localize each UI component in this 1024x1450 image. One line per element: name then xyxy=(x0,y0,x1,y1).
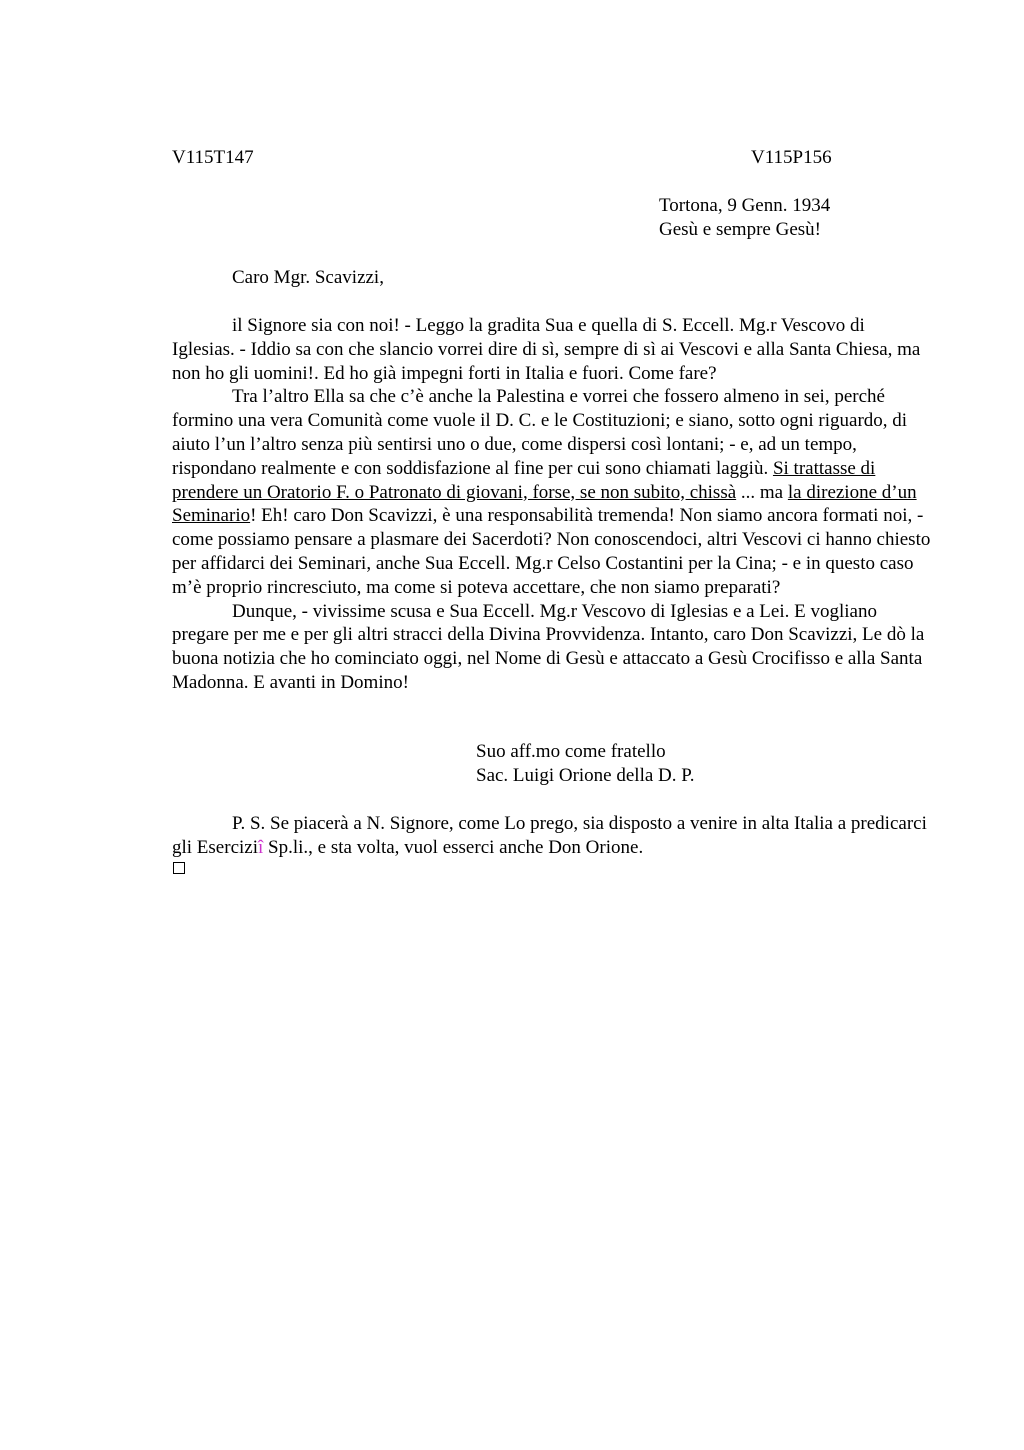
postscript-part-2: Sp.li., e sta volta, vuol esserci anche Don Orione. xyxy=(263,836,644,858)
postscript xyxy=(172,812,932,860)
underlined-seminario-phrase: la direzione d’un Seminario xyxy=(172,481,917,527)
postscript-part-1: P. S. Se piacerà a N. Signore, come Lo prego, sia disposto a venire in alta Italia a predicarci gli Esercizi xyxy=(172,813,927,858)
paragraph-2-part-3: ! Eh! caro Don Scavizzi, è una responsabilità tremenda! Non siamo ancora formati noi, - come possiamo pensare a plasmare dei Sacerdoti? Non conoscendoci, altri Vescovi ci hanno chiesto per affidarci dei Seminari, anche Sua Eccell. Mg.r Celso Costantini per la Cina; - e in questo caso m’è proprio rincresciuto, ma come si poteva accettare, che non siamo preparati? xyxy=(172,505,931,598)
signer-name: Sac. Luigi Orione della D. P. xyxy=(476,765,695,786)
postscript-text xyxy=(172,812,932,860)
letter-body xyxy=(172,314,932,695)
paragraph-2 xyxy=(172,385,932,599)
paragraph-1: il Signore sia con noi! - Leggo la gradita Sua e quella di S. Eccell. Mg.r Vescovo di Iglesias. - Iddio sa con che slancio vorrei dire di sì, sempre di sì ai Vescovi e alla Santa Chiesa, ma non ho gli uomini!. Ed ho già impegni forti in Italia e fuori. Come fare? xyxy=(172,315,921,384)
document-code-right: V115P156 xyxy=(751,147,832,168)
accented-character: î xyxy=(258,836,264,858)
place-date: Tortona, 9 Genn. 1934 xyxy=(659,195,831,216)
motto: Gesù e sempre Gesù! xyxy=(659,219,821,240)
underlined-oratorio-phrase: Si trattasse di prendere un Oratorio F. o Patronato di giovani, forse, se non subito, chissà xyxy=(172,457,876,503)
paragraph-2-part-2: ... ma xyxy=(736,481,788,503)
dateline xyxy=(659,194,830,242)
paragraph-2-part-1: Tra l’altro Ella sa che c’è anche la Palestina e vorrei che fossero almeno in sei, perché formino una vera Comunità come vuole il D. C. e le Costituzioni; e siano, sotto ogni riguardo, di aiuto l’un l’altro senza più sentirsi uno o due, come dispersi così lontani; - e, ad un tempo, rispondano realmente e con soddisfazione al fine per cui sono chiamati laggiù. xyxy=(172,386,908,479)
salutation: Caro Mgr. Scavizzi, xyxy=(232,267,384,288)
document-code-left: V115T147 xyxy=(172,147,254,168)
paragraph-3: Dunque, - vivissime scusa e Sua Eccell. Mg.r Vescovo di Iglesias e a Lei. E vogliano pregare per me e per gli altri stracci della Divina Provvidenza. Intanto, caro Don Scavizzi, Le dò la buona notizia che ho cominciato oggi, nel Nome di Gesù e attaccato a Gesù Crocifisso e alla Santa Madonna. E avanti in Domino! xyxy=(172,600,925,693)
closing: Suo aff.mo come fratello xyxy=(476,741,666,762)
signature-block xyxy=(476,740,694,788)
empty-square-icon xyxy=(173,862,185,874)
